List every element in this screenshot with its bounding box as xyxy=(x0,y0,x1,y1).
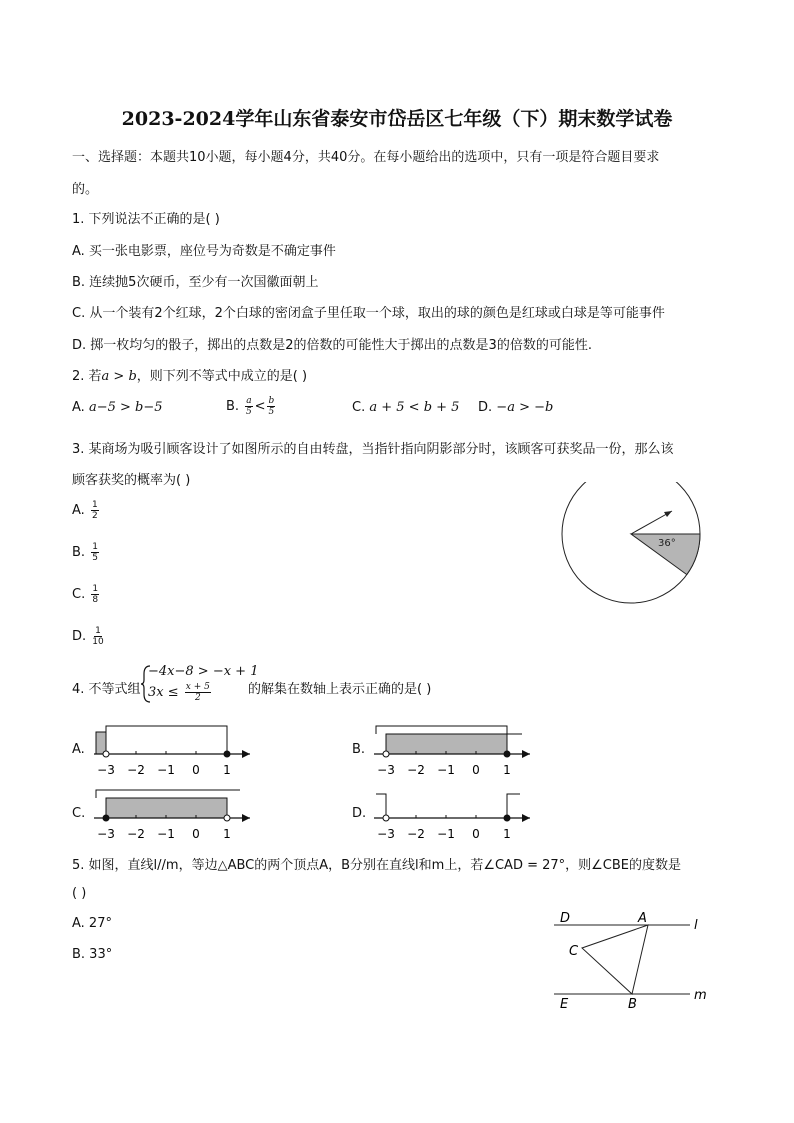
q4-inequality-1: −4x−8 > −x + 1 xyxy=(148,664,259,679)
q2-option-c xyxy=(352,400,459,415)
q5-geometry-figure xyxy=(550,906,720,1016)
q4-b-closed-point xyxy=(504,751,510,757)
q3-stem-line2: 顾客获奖的概率为( ) xyxy=(72,473,191,488)
q4-ineq2-left: 3x ≤ xyxy=(148,685,179,700)
label-a: A xyxy=(638,911,647,926)
triangle-abc xyxy=(582,925,648,994)
q2-b-frac2 xyxy=(267,396,275,417)
q3-b-frac xyxy=(91,542,99,563)
q4-c-tick-neg2: −2 xyxy=(127,827,145,841)
q2-option-d xyxy=(478,400,553,415)
q4-option-d-label: D. xyxy=(352,806,367,821)
q2-option-b xyxy=(226,396,277,417)
q4-c-closed-point xyxy=(103,815,109,821)
q4-number-line-b xyxy=(370,724,540,780)
q2-c-label: C. xyxy=(352,400,366,415)
q3-c-num: 1 xyxy=(92,584,99,594)
q4-c-tick-1: 1 xyxy=(223,827,231,841)
q4-b-tick-neg2: −2 xyxy=(407,763,425,777)
q2-b-num2: b xyxy=(268,396,275,406)
q4-number-line-d xyxy=(370,786,540,842)
q3-stem-line1: 3. 某商场为吸引顾客设计了如图所示的自由转盘，当指针指向阴影部分时，该顾客可获奖品一份，那么该 xyxy=(72,442,674,457)
label-m: m xyxy=(694,988,707,1003)
q4-a-open-point xyxy=(103,751,109,757)
q2-a-expr: a−5 > b−5 xyxy=(88,400,163,415)
q4-d-closed-point xyxy=(504,815,510,821)
q4-ineq2-frac xyxy=(185,682,211,703)
q4-option-a-label: A. xyxy=(72,742,85,757)
q3-d-label: D. xyxy=(72,629,87,644)
q4-c-tick-0: 0 xyxy=(192,827,200,841)
q3-option-d xyxy=(72,626,106,647)
q4-b-tick-neg3: −3 xyxy=(377,763,395,777)
label-e: E xyxy=(560,997,569,1012)
q5-option-a: A. 27° xyxy=(72,916,112,931)
q3-option-a xyxy=(72,500,101,521)
q2-b-num1: a xyxy=(246,396,252,406)
q2-b-frac1 xyxy=(245,396,252,417)
q4-a-shade-left xyxy=(96,732,106,754)
q4-ineq2-den: 2 xyxy=(194,693,201,703)
q2-d-label: D. xyxy=(478,400,493,415)
q4-d-tick-neg2: −2 xyxy=(407,827,425,841)
q2-b-den1: 5 xyxy=(246,407,252,417)
q4-b-tick-0: 0 xyxy=(472,763,480,777)
q4-b-tick-1: 1 xyxy=(503,763,511,777)
spinner-angle-label: 36° xyxy=(658,538,676,549)
q2-b-label: B. xyxy=(226,399,240,414)
q4-a-tick-neg3: −3 xyxy=(97,763,115,777)
q4-c-tick-neg1: −1 xyxy=(157,827,175,841)
q4-option-c-label: C. xyxy=(72,806,86,821)
q4-a-closed-point xyxy=(224,751,230,757)
q2-b-den2: 5 xyxy=(268,407,275,417)
q4-c-tick-neg3: −3 xyxy=(97,827,115,841)
q1-option-c: C. 从一个装有2个红球，2个白球的密闭盒子里任取一个球，取出的球的颜色是红球或白球是等可能事件 xyxy=(72,306,665,321)
spinner-pointer-arrowhead xyxy=(664,511,672,517)
q3-option-c xyxy=(72,584,101,605)
q2-stem-prefix: 2. 若 xyxy=(72,369,102,384)
q4-b-tick-neg1: −1 xyxy=(437,763,455,777)
q1-option-b: B. 连续抛5次硬币，至少有一次国徽面朝上 xyxy=(72,275,319,290)
spinner-figure xyxy=(558,482,708,616)
q3-b-den: 5 xyxy=(92,553,98,563)
q4-d-tick-neg3: −3 xyxy=(377,827,395,841)
q3-d-num: 1 xyxy=(95,626,101,636)
q4-ineq2-num: x + 5 xyxy=(185,682,210,692)
q2-stem-suffix: ，则下列不等式中成立的是( ) xyxy=(136,369,308,384)
q3-b-label: B. xyxy=(72,545,86,560)
q4-c-open-point xyxy=(224,815,230,821)
q3-c-frac xyxy=(91,584,99,605)
q4-a-tick-0: 0 xyxy=(192,763,200,777)
q1-option-a: A. 买一张电影票，座位号为奇数是不确定事件 xyxy=(72,244,336,259)
label-d: D xyxy=(560,911,571,926)
q2-d-expr: −a > −b xyxy=(496,400,554,415)
page-title: 2023-2024学年山东省泰安市岱岳区七年级（下）期末数学试卷 xyxy=(121,108,673,130)
q4-d-tick-1: 1 xyxy=(503,827,511,841)
q5-stem-line2: ( ) xyxy=(72,886,87,901)
q2-stem xyxy=(72,365,307,384)
q2-a-label: A. xyxy=(72,400,85,415)
q2-c-expr: a + 5 < b + 5 xyxy=(369,400,460,415)
q3-c-den: 8 xyxy=(92,595,99,605)
q3-b-num: 1 xyxy=(92,542,98,552)
q2-b-rel: < xyxy=(254,399,266,414)
q3-a-num: 1 xyxy=(91,500,98,510)
q5-option-b: B. 33° xyxy=(72,947,113,962)
q3-a-label: A. xyxy=(72,503,85,518)
q4-a-tick-neg2: −2 xyxy=(127,763,145,777)
section-header-line1: 一、选择题：本题共10小题，每小题4分，共40分。在每小题给出的选项中，只有一项是符合题目要求 xyxy=(72,150,660,165)
q1-stem: 1. 下列说法不正确的是( ) xyxy=(72,212,220,227)
q3-option-b xyxy=(72,542,101,563)
q4-b-open-point xyxy=(383,751,389,757)
q4-option-b-label: B. xyxy=(352,742,366,757)
q4-d-open-point xyxy=(383,815,389,821)
q3-d-den: 10 xyxy=(92,637,104,647)
q5-stem: 5. 如图，直线l//m，等边△ABC的两个顶点A，B分别在直线l和m上，若∠CAD = 27°，则∠CBE的度数是 xyxy=(72,858,682,873)
q4-d-tick-neg1: −1 xyxy=(437,827,455,841)
q2-option-a xyxy=(72,400,163,415)
q4-stem-suffix: 的解集在数轴上表示正确的是( ) xyxy=(248,682,432,697)
label-b: B xyxy=(628,997,637,1012)
section-header-line2: 的。 xyxy=(72,182,99,197)
q3-c-label: C. xyxy=(72,587,86,602)
q4-stem-prefix: 4. 不等式组 xyxy=(72,682,141,697)
label-l: l xyxy=(694,918,698,933)
q4-number-line-c xyxy=(90,786,260,842)
q2-condition: a > b xyxy=(101,369,137,384)
q1-option-d: D. 掷一枚均匀的骰子，掷出的点数是2的倍数的可能性大于掷出的点数是3的倍数的可能性. xyxy=(72,338,592,353)
q4-a-tick-neg1: −1 xyxy=(157,763,175,777)
label-c: C xyxy=(569,944,579,959)
q3-d-frac xyxy=(92,626,103,647)
q3-a-den: 2 xyxy=(91,511,98,521)
q4-d-tick-0: 0 xyxy=(472,827,480,841)
q4-a-tick-1: 1 xyxy=(223,763,231,777)
q4-inequality-2 xyxy=(148,682,213,703)
q4-number-line-a xyxy=(90,724,260,780)
q3-a-frac xyxy=(91,500,99,521)
